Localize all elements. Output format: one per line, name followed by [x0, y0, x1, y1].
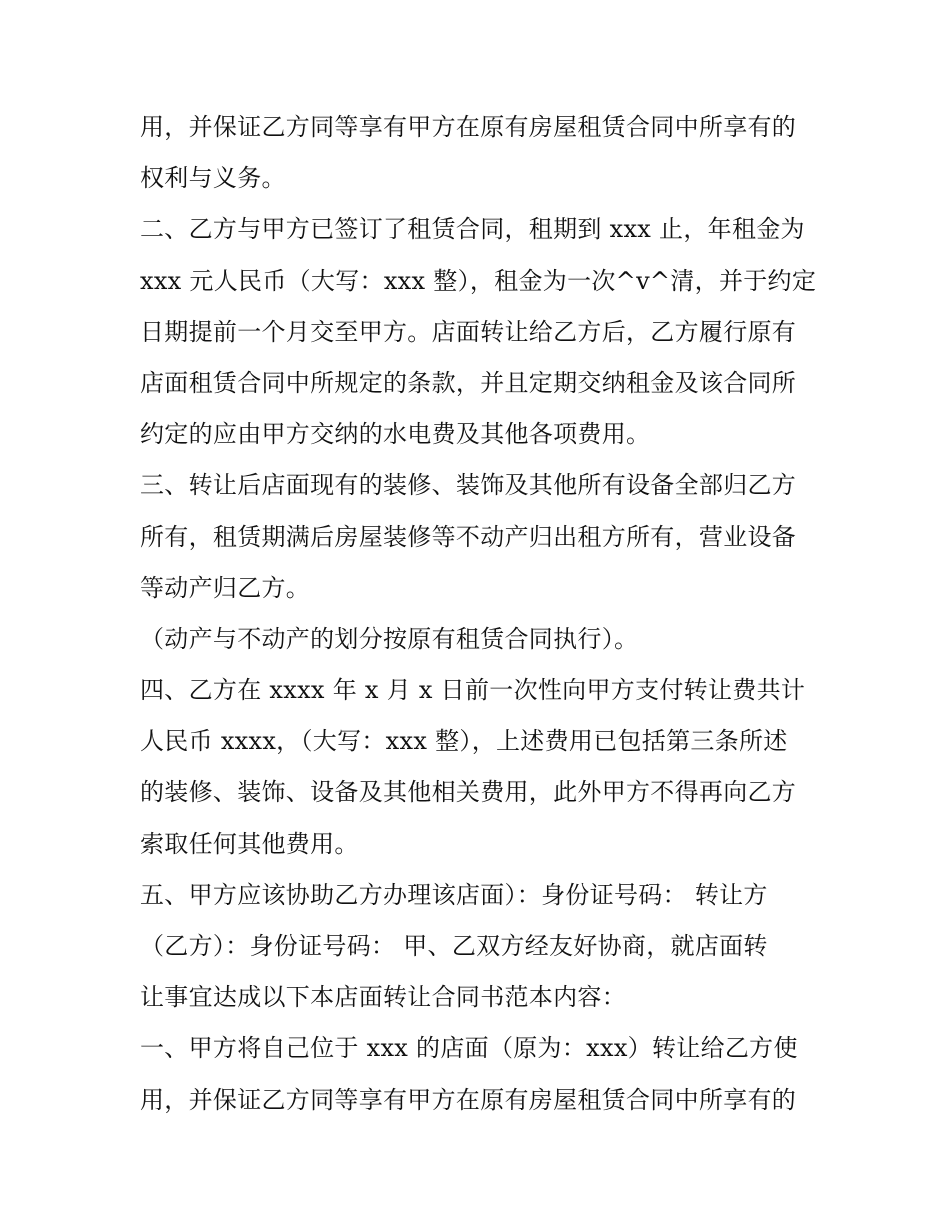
- text-line: 五、甲方应该协助乙方办理该店面）：身份证号码： 转让方: [140, 880, 768, 909]
- text-line: 等动产归乙方。: [140, 573, 311, 602]
- text-line: （动产与不动产的划分按原有租赁合同执行）。: [140, 624, 639, 653]
- text-line: 人民币 xxxx，（大写：xxx 整），上述费用已包括第三条所述: [140, 727, 788, 756]
- text-line: 二、乙方与甲方已签订了租赁合同，租期到 xxx 止，年租金为: [140, 215, 805, 244]
- text-line: 店面租赁合同中所规定的条款，并且定期交纳租金及该合同所: [140, 368, 797, 397]
- text-line: 四、乙方在 xxxx 年 x 月 x 日前一次性向甲方支付转让费共计: [140, 676, 806, 705]
- text-line: 用，并保证乙方同等享有甲方在原有房屋租赁合同中所享有的: [140, 1085, 797, 1114]
- text-line: xxx 元人民币（大写：xxx 整），租金为一次^v^清，并于约定: [140, 266, 817, 295]
- text-line: 三、转让后店面现有的装修、装饰及其他所有设备全部归乙方: [140, 471, 797, 500]
- text-line: 权利与义务。: [140, 164, 286, 193]
- text-line: 一、甲方将自己位于 xxx 的店面（原为：xxx）转让给乙方使: [140, 1034, 798, 1063]
- text-line: 索取任何其他费用。: [140, 829, 359, 858]
- text-line: 所有，租赁期满后房屋装修等不动产归出租方所有，营业设备: [140, 522, 797, 551]
- text-line: 约定的应由甲方交纳的水电费及其他各项费用。: [140, 420, 651, 449]
- text-line: （乙方）：身份证号码： 甲、乙双方经友好协商，就店面转: [140, 932, 768, 960]
- text-line: 让事宜达成以下本店面转让合同书范本内容：: [140, 983, 626, 1012]
- text-line: 用，并保证乙方同等享有甲方在原有房屋租赁合同中所享有的: [140, 113, 797, 141]
- text-line: 的装修、装饰、设备及其他相关费用，此外甲方不得再向乙方: [140, 778, 797, 807]
- text-line: 日期提前一个月交至甲方。店面转让给乙方后，乙方履行原有: [140, 317, 797, 346]
- document-body: [140, 102, 820, 1126]
